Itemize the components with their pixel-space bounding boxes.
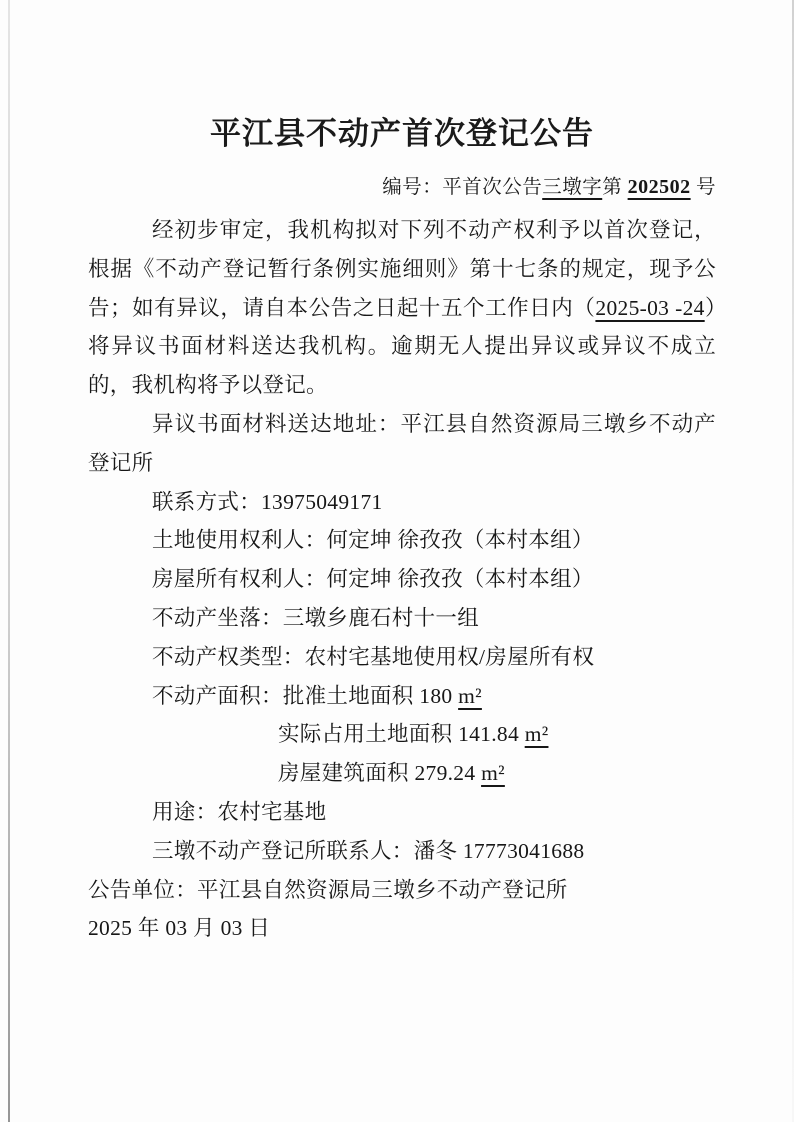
doc-number-series: 三墩字 xyxy=(542,177,603,198)
field-objection-address: 异议书面材料送达地址：平江县自然资源局三墩乡不动产登记所 xyxy=(88,411,716,475)
field-registry-contact-person: 三墩不动产登记所联系人：潘冬 17773041688 xyxy=(152,838,585,863)
intro-text-after-date: ）将异议书面材料送达我机构。逾期无人提出异议或异议不成立的，我机构将予以登记。 xyxy=(88,295,716,398)
doc-number-code: 202502 xyxy=(627,176,691,198)
doc-number-line xyxy=(88,171,716,199)
doc-number-di: 第 xyxy=(602,177,628,198)
field-area-building xyxy=(88,754,716,793)
field-property-right-type: 不动产权类型：农村宅基地使用权/房屋所有权 xyxy=(152,644,595,669)
page-title: 平江县不动产首次登记公告 xyxy=(210,116,594,151)
area-approved-unit: m² xyxy=(458,683,482,708)
doc-number-label: 编号：平首次公告 xyxy=(382,177,543,198)
area-building-text: 房屋建筑面积 279.24 xyxy=(278,761,482,786)
field-area-actual-land xyxy=(88,715,716,754)
field-contact-phone: 联系方式：13975049171 xyxy=(152,489,383,514)
field-property-location: 不动产坐落：三墩乡鹿石村十一组 xyxy=(152,605,480,630)
area-actual-unit: m² xyxy=(524,722,549,747)
field-land-use-rights-holder: 土地使用权利人：何定坤 徐孜孜（本村本组） xyxy=(152,528,594,553)
area-building-unit: m² xyxy=(481,761,505,786)
field-house-ownership-holder: 房屋所有权利人：何定坤 徐孜孜（本村本组） xyxy=(152,567,594,592)
objection-deadline-date: 2025-03 -24 xyxy=(595,295,705,320)
intro-paragraph xyxy=(88,211,716,405)
field-usage: 用途：农村宅基地 xyxy=(152,799,327,824)
issuer-line: 公告单位：平江县自然资源局三墩乡不动产登记所 xyxy=(88,877,568,902)
area-actual-text: 实际占用土地面积 141.84 xyxy=(278,722,525,747)
intro-text-before-date: 经初步审定，我机构拟对下列不动产权利予以首次登记，根据《不动产登记暂行条例实施细则》第十七条的规定，现予公告；如有异议，请自本公告之日起十五个工作日内（ xyxy=(88,218,716,320)
scan-artifact-left-line xyxy=(8,0,10,1122)
issue-date-line: 2025 年 03 月 03 日 xyxy=(88,916,271,941)
document-content xyxy=(88,108,716,948)
area-approved-text: 不动产面积：批准土地面积 180 xyxy=(152,683,459,708)
doc-number-hao: 号 xyxy=(690,177,716,198)
field-area-approved-land xyxy=(88,677,716,716)
